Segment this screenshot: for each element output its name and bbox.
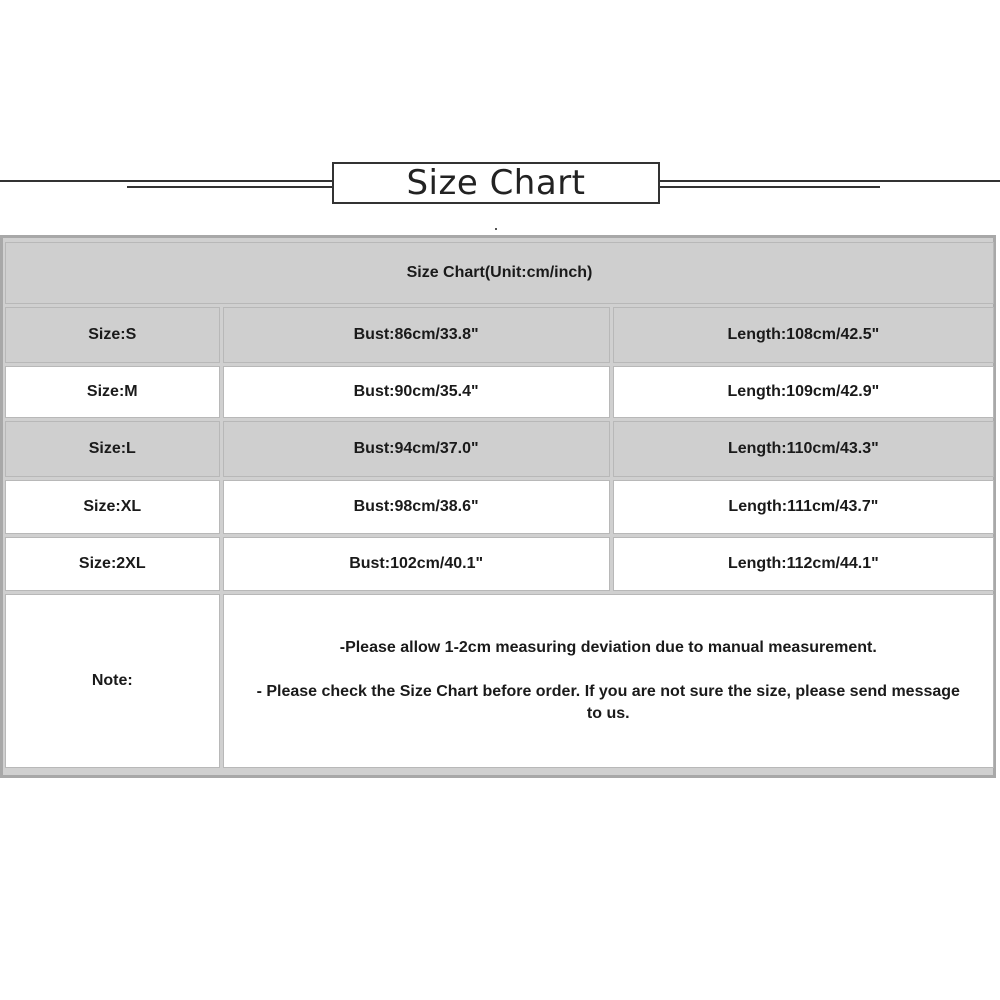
table-row (5, 480, 994, 534)
length-cell: Length:110cm/43.3" (613, 421, 994, 477)
size-cell: Size:L (5, 421, 220, 477)
size-cell: Size:M (5, 366, 220, 418)
page-title: Size Chart (406, 163, 586, 203)
length-cell: Length:111cm/43.7" (613, 480, 994, 534)
note-line-2: - Please check the Size Chart before order. If you are not sure the size, please send message to us. (256, 683, 960, 722)
title-banner (0, 150, 1000, 220)
length-cell: Length:112cm/44.1" (613, 537, 994, 591)
table-row (5, 307, 994, 363)
length-cell: Length:109cm/42.9" (613, 366, 994, 418)
title-box (332, 162, 660, 204)
table-header: Size Chart(Unit:cm/inch) (5, 242, 994, 304)
bust-cell: Bust:90cm/35.4" (223, 366, 610, 418)
size-cell: Size:2XL (5, 537, 220, 591)
size-cell: Size:XL (5, 480, 220, 534)
decorative-dot (495, 228, 497, 230)
note-row (5, 594, 994, 768)
size-chart-table (2, 239, 997, 771)
note-content (223, 594, 994, 768)
bust-cell: Bust:86cm/33.8" (223, 307, 610, 363)
size-chart-frame (0, 235, 996, 778)
length-cell: Length:108cm/42.5" (613, 307, 994, 363)
table-row (5, 537, 994, 591)
table-row (5, 421, 994, 477)
note-label: Note: (5, 594, 220, 768)
table-header-row (5, 242, 994, 304)
table-row (5, 366, 994, 418)
note-line-1: -Please allow 1-2cm measuring deviation due to manual measurement. (339, 639, 877, 656)
bust-cell: Bust:94cm/37.0" (223, 421, 610, 477)
bust-cell: Bust:102cm/40.1" (223, 537, 610, 591)
bust-cell: Bust:98cm/38.6" (223, 480, 610, 534)
size-cell: Size:S (5, 307, 220, 363)
